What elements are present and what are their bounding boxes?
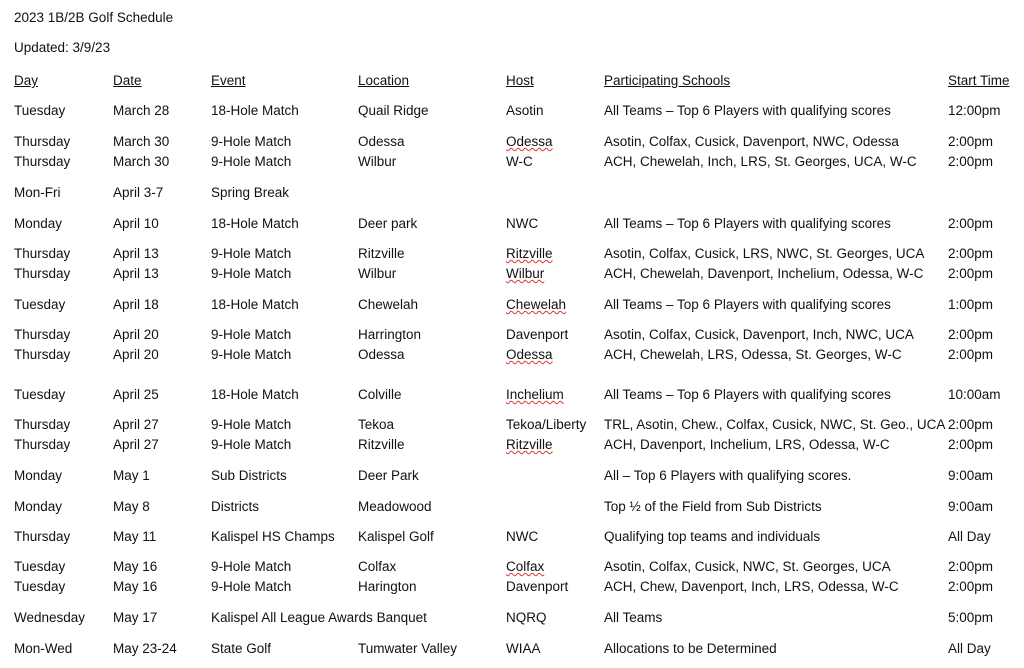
cell-event: 9-Hole Match [211,246,292,261]
cell-location: Ritzville [358,246,405,261]
table-row [0,436,1024,454]
cell-location: Deer park [358,216,418,231]
cell-start-time: 2:00pm [948,327,994,342]
table-row [0,528,1024,546]
cell-day: Thursday [14,327,71,342]
cell-day: Thursday [14,134,71,149]
cell-location: Colfax [358,559,397,574]
header-date: Date [113,73,142,88]
cell-location: Quail Ridge [358,103,429,118]
cell-host: Davenport [506,327,569,342]
cell-participating-schools: ACH, Chewelah, Davenport, Inchelium, Odessa, W-C [604,266,924,281]
cell-start-time: 2:00pm [948,266,994,281]
table-row [0,184,1024,202]
table-row [0,640,1024,658]
cell-start-time: 2:00pm [948,246,994,261]
cell-event: 9-Hole Match [211,559,292,574]
table-row [0,265,1024,283]
cell-event: Kalispel All League Awards Banquet [211,610,427,625]
cell-day: Monday [14,499,63,514]
cell-date: April 25 [113,387,159,402]
table-row [0,578,1024,596]
cell-event: 18-Hole Match [211,216,299,231]
table-header [0,72,1024,90]
cell-start-time: 5:00pm [948,610,994,625]
cell-host: NWC [506,529,539,544]
cell-start-time: 2:00pm [948,216,994,231]
cell-host: Inchelium [506,387,564,402]
cell-host: Ritzville [506,437,553,452]
cell-event: 9-Hole Match [211,437,292,452]
cell-event: 9-Hole Match [211,154,292,169]
cell-day: Wednesday [14,610,86,625]
cell-location: Odessa [358,347,405,362]
cell-location: Kalispel Golf [358,529,434,544]
cell-start-time: 12:00pm [948,103,1001,118]
cell-day: Thursday [14,266,71,281]
cell-start-time: 9:00am [948,499,994,514]
cell-date: May 8 [113,499,150,514]
cell-event: 9-Hole Match [211,347,292,362]
cell-location: Meadowood [358,499,432,514]
cell-day: Tuesday [14,579,66,594]
cell-location: Ritzville [358,437,405,452]
cell-date: April 3-7 [113,185,164,200]
updated-date: Updated: 3/9/23 [14,40,111,55]
cell-day: Mon-Wed [14,641,73,656]
cell-date: May 16 [113,559,158,574]
cell-start-time: 2:00pm [948,154,994,169]
cell-participating-schools: Asotin, Colfax, Cusick, NWC, St. Georges, UCA [604,559,891,574]
cell-date: May 1 [113,468,150,483]
cell-event: Sub Districts [211,468,287,483]
cell-event: 9-Hole Match [211,134,292,149]
cell-event: Spring Break [211,185,290,200]
cell-day: Tuesday [14,559,66,574]
cell-participating-schools: ACH, Chewelah, LRS, Odessa, St. Georges, W-C [604,347,902,362]
cell-location: Chewelah [358,297,419,312]
table-row [0,346,1024,364]
cell-participating-schools: All Teams – Top 6 Players with qualifying scores [604,216,891,231]
cell-date: April 13 [113,246,159,261]
cell-start-time: 2:00pm [948,347,994,362]
cell-participating-schools: Asotin, Colfax, Cusick, LRS, NWC, St. Georges, UCA [604,246,925,261]
header-location: Location [358,73,410,88]
cell-host: Ritzville [506,246,553,261]
cell-event: Districts [211,499,259,514]
document-title: 2023 1B/2B Golf Schedule [14,10,174,25]
cell-event: 18-Hole Match [211,387,299,402]
cell-date: April 13 [113,266,159,281]
cell-host: NWC [506,216,539,231]
cell-date: April 27 [113,437,159,452]
header-host: Host [506,73,534,88]
cell-event: 9-Hole Match [211,417,292,432]
cell-location: Harrington [358,327,422,342]
cell-host: Davenport [506,579,569,594]
cell-date: April 20 [113,347,159,362]
table-row [0,609,1024,627]
cell-day: Tuesday [14,297,66,312]
cell-participating-schools: All Teams – Top 6 Players with qualifying scores [604,297,891,312]
cell-day: Thursday [14,347,71,362]
cell-host: Wilbur [506,266,545,281]
cell-start-time: 1:00pm [948,297,994,312]
header-day: Day [14,73,39,88]
cell-host: Odessa [506,347,553,362]
header-start-time: Start Time [948,73,1010,88]
table-row [0,296,1024,314]
cell-start-time: 10:00am [948,387,1001,402]
cell-location: Wilbur [358,266,397,281]
table-row [0,215,1024,233]
cell-date: May 23-24 [113,641,177,656]
cell-participating-schools: Asotin, Colfax, Cusick, Davenport, NWC, Odessa [604,134,899,149]
header-participating-schools: Participating Schools [604,73,731,88]
cell-event: 9-Hole Match [211,579,292,594]
cell-date: April 27 [113,417,159,432]
cell-participating-schools: All – Top 6 Players with qualifying scores. [604,468,852,483]
cell-date: March 30 [113,134,170,149]
cell-host: Odessa [506,134,553,149]
table-row [0,326,1024,344]
table-row [0,416,1024,434]
cell-location: Tumwater Valley [358,641,458,656]
cell-participating-schools: Allocations to be Determined [604,641,777,656]
cell-start-time: 2:00pm [948,437,994,452]
cell-date: April 18 [113,297,159,312]
cell-participating-schools: All Teams [604,610,663,625]
cell-date: May 17 [113,610,158,625]
cell-day: Tuesday [14,387,66,402]
cell-event: State Golf [211,641,272,656]
table-row [0,386,1024,404]
cell-participating-schools: ACH, Chewelah, Inch, LRS, St. Georges, UCA, W-C [604,154,917,169]
cell-host: NQRQ [506,610,547,625]
cell-start-time: 2:00pm [948,579,994,594]
cell-participating-schools: All Teams – Top 6 Players with qualifying scores [604,387,891,402]
cell-date: March 28 [113,103,170,118]
cell-start-time: 2:00pm [948,559,994,574]
table-row [0,558,1024,576]
cell-date: May 16 [113,579,158,594]
table-row [0,102,1024,120]
cell-start-time: 2:00pm [948,134,994,149]
cell-participating-schools: ACH, Chew, Davenport, Inch, LRS, Odessa, W-C [604,579,899,594]
cell-day: Monday [14,468,63,483]
cell-event: 9-Hole Match [211,327,292,342]
cell-location: Tekoa [358,417,395,432]
cell-day: Monday [14,216,63,231]
cell-host: Asotin [506,103,544,118]
cell-start-time: All Day [948,529,991,544]
table-row [0,133,1024,151]
cell-day: Thursday [14,417,71,432]
cell-location: Odessa [358,134,405,149]
cell-host: Tekoa/Liberty [506,417,587,432]
table-row [0,498,1024,516]
cell-participating-schools: ACH, Davenport, Inchelium, LRS, Odessa, W-C [604,437,890,452]
table-row [0,467,1024,485]
header-event: Event [211,73,246,88]
cell-location: Deer Park [358,468,419,483]
cell-participating-schools: Top ½ of the Field from Sub Districts [604,499,822,514]
cell-start-time: All Day [948,641,991,656]
cell-event: Kalispel HS Champs [211,529,335,544]
cell-host: Chewelah [506,297,567,312]
cell-participating-schools: Asotin, Colfax, Cusick, Davenport, Inch, NWC, UCA [604,327,914,342]
table-row [0,245,1024,263]
cell-day: Thursday [14,154,71,169]
cell-event: 18-Hole Match [211,297,299,312]
cell-day: Thursday [14,246,71,261]
cell-date: May 11 [113,529,157,544]
cell-start-time: 2:00pm [948,417,994,432]
cell-day: Thursday [14,529,71,544]
cell-date: April 20 [113,327,159,342]
cell-host: Colfax [506,559,545,574]
cell-day: Tuesday [14,103,66,118]
cell-participating-schools: All Teams – Top 6 Players with qualifying scores [604,103,891,118]
cell-day: Thursday [14,437,71,452]
cell-location: Colville [358,387,402,402]
cell-event: 18-Hole Match [211,103,299,118]
cell-host: WIAA [506,641,541,656]
cell-day: Mon-Fri [14,185,61,200]
cell-start-time: 9:00am [948,468,994,483]
cell-location: Harington [358,579,417,594]
cell-host: W-C [506,154,533,169]
cell-participating-schools: Qualifying top teams and individuals [604,529,821,544]
cell-location: Wilbur [358,154,397,169]
cell-event: 9-Hole Match [211,266,292,281]
cell-date: March 30 [113,154,170,169]
cell-participating-schools: TRL, Asotin, Chew., Colfax, Cusick, NWC, St. Geo., UCA [604,417,946,432]
cell-date: April 10 [113,216,159,231]
table-row [0,153,1024,171]
